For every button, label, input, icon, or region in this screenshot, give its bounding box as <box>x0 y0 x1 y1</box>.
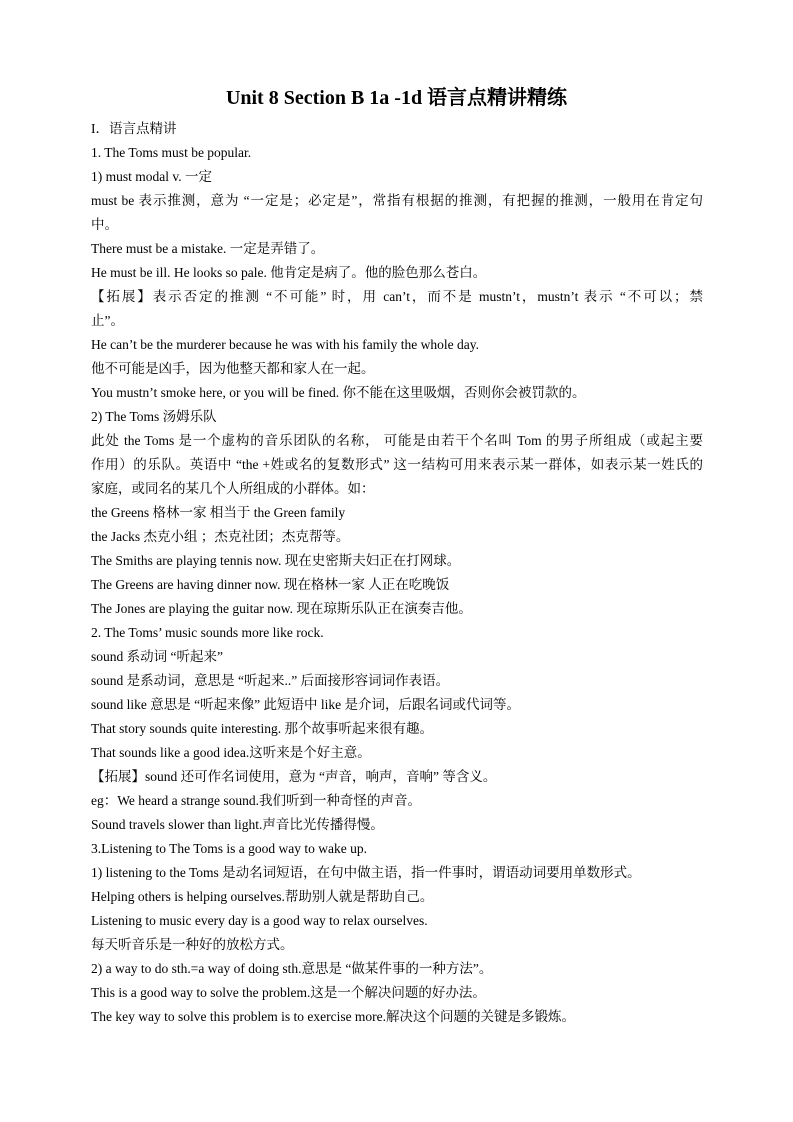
text-line: 此处 the Toms 是一个虚构的音乐团队的名称， 可能是由若干个名叫 Tom 的男子所组成（或起主要 <box>91 433 703 448</box>
example-sentence: There must be a mistake. 一定是弄错了。 <box>91 241 325 256</box>
example-sentence: eg：We heard a strange sound.我们听到一种奇怪的声音。 <box>91 793 421 808</box>
example-sentence: The Smiths are playing tennis now. 现在史密斯夫妇正在打网球。 <box>91 553 461 568</box>
example-sentence: You mustn’t smoke here, or you will be fined. 你不能在这里吸烟，否则你会被罚款的。 <box>91 385 586 400</box>
example-sentence: Helping others is helping ourselves.帮助别人就是帮助自己。 <box>91 889 434 904</box>
example-sentence: This is a good way to solve the problem.这是一个解决问题的好办法。 <box>91 985 486 1000</box>
text-line: 家庭，或同名的某几个人所组成的小群体。如： <box>91 481 375 496</box>
example-translation: 每天听音乐是一种好的放松方式。 <box>91 937 294 952</box>
text-line: 止”。 <box>91 313 124 328</box>
point-heading: 3.Listening to The Toms is a good way to wake up. <box>91 841 368 856</box>
example-sentence: The key way to solve this problem is to exercise more.解决这个问题的关键是多锻炼。 <box>91 1009 576 1024</box>
example-translation: 他不可能是凶手，因为他整天都和家人在一起。 <box>91 361 375 376</box>
text-line: 1) listening to the Toms 是动名词短语，在句中做主语，指一件事时，谓语动词要用单数形式。 <box>91 865 641 880</box>
subpoint-heading: 1) must modal v. 一定 <box>91 169 212 184</box>
point-heading: 1. The Toms must be popular. <box>91 145 252 160</box>
example-sentence: The Jones are playing the guitar now. 现在琼斯乐队正在演奏吉他。 <box>91 601 472 616</box>
extension-note: 【拓展】表示否定的推测 “不可能” 时，用 can’t，而不是 mustn’t，mustn’t 表示 “不可以；禁 <box>91 289 703 304</box>
example-sentence: He can’t be the murderer because he was with his family the whole day. <box>91 337 479 352</box>
example-phrase: the Jacks 杰克小组 ；杰克社团；杰克帮等。 <box>91 529 350 544</box>
text-line: sound like 意思是 “听起来像” 此短语中 like 是介词，后跟名词或代词等。 <box>91 697 520 712</box>
example-phrase: the Greens 格林一家 相当于 the Green family <box>91 505 346 520</box>
document-body <box>91 117 703 1029</box>
text-line: 作用）的乐队。英语中 “the +姓或名的复数形式” 这一结构可用来表示某一群体，如表示某一姓氏的 <box>91 457 703 472</box>
example-sentence: That story sounds quite interesting. 那个故事听起来很有趣。 <box>91 721 433 736</box>
example-sentence: The Greens are having dinner now. 现在格林一家 人正在吃晚饭 <box>91 577 450 592</box>
section-heading: I．语言点精讲 <box>91 121 177 136</box>
extension-note: 【拓展】sound 还可作名词使用，意为 “声音，响声，音响” 等含义。 <box>91 769 497 784</box>
point-heading: 2. The Toms’ music sounds more like rock. <box>91 625 324 640</box>
example-sentence: That sounds like a good idea.这听来是个好主意。 <box>91 745 371 760</box>
text-line: must be 表示推测，意为 “一定是；必定是”，常指有根据的推测，有把握的推测，一般用在肯定句 <box>91 193 703 208</box>
example-sentence: Sound travels slower than light.声音比光传播得慢。 <box>91 817 384 832</box>
subpoint-heading: 2) The Toms 汤姆乐队 <box>91 409 217 424</box>
example-sentence: Listening to music every day is a good way to relax ourselves. <box>91 913 428 928</box>
document-title: Unit 8 Section B 1a -1d 语言点精讲精练 <box>225 87 568 109</box>
subpoint-heading: 2) a way to do sth.=a way of doing sth.意思是 “做某件事的一种方法”。 <box>91 961 493 976</box>
text-line: sound 是系动词，意思是 “听起来..” 后面接形容词词作表语。 <box>91 673 450 688</box>
example-sentence: He must be ill. He looks so pale. 他肯定是病了。他的脸色那么苍白。 <box>91 265 487 280</box>
text-line: 中。 <box>91 217 118 232</box>
subpoint-heading: sound 系动词 “听起来” <box>91 649 223 664</box>
